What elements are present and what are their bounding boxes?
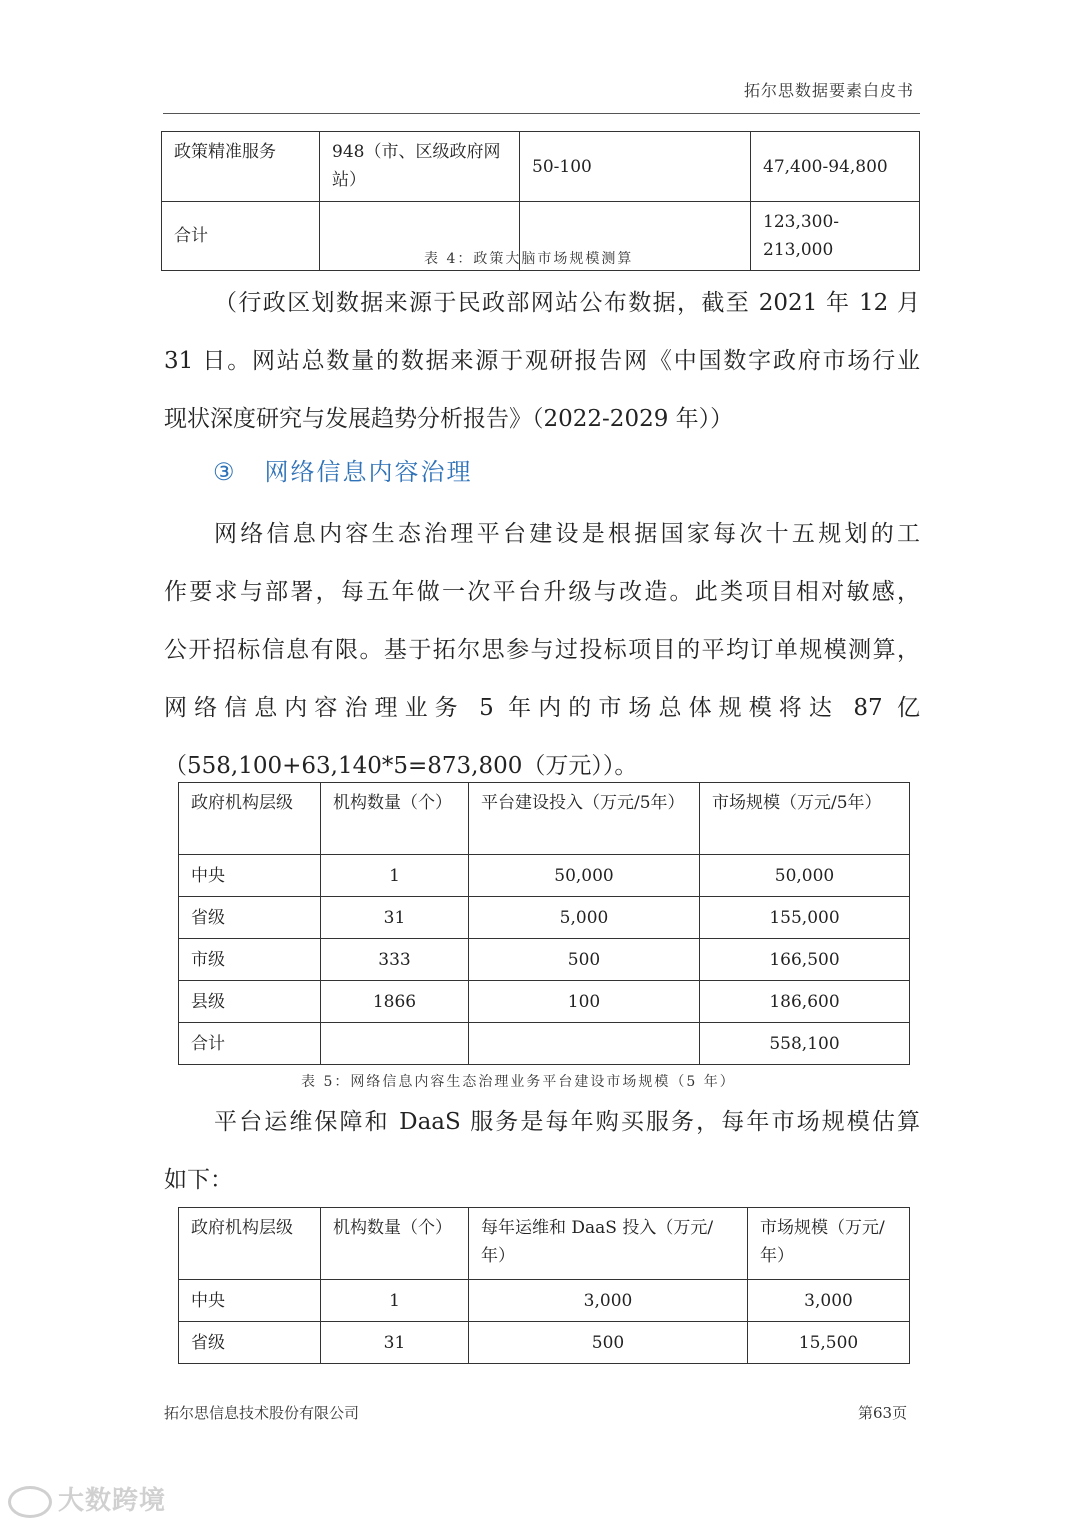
table-cell: 合计 xyxy=(162,202,320,271)
watermark xyxy=(8,1480,166,1518)
table-cell: 1 xyxy=(321,1280,469,1322)
paragraph-content-governance xyxy=(164,505,920,795)
table-cell: 中央 xyxy=(179,855,321,897)
table-header-cell: 政府机构层级 xyxy=(179,783,321,855)
table-cell: 100 xyxy=(469,981,700,1023)
table-cell: 3,000 xyxy=(469,1280,748,1322)
table-cell: 县级 xyxy=(179,981,321,1023)
table-5-caption: 表 5：网络信息内容生态治理业务平台建设市场规模（5 年） xyxy=(301,1074,736,1090)
table-cell: 3,000 xyxy=(748,1280,910,1322)
table-row xyxy=(179,981,910,1023)
paragraph-line: 网络信息内容生态治理平台建设是根据国家每次十五规划的工 xyxy=(214,521,920,547)
table-row xyxy=(162,132,920,202)
watermark-logo-icon xyxy=(8,1486,52,1518)
paragraph-line: 现状深度研究与发展趋势分析报告》（2022-2029 年）） xyxy=(164,406,734,432)
paragraph-line: 作要求与部署，每五年做一次平台升级与改造。此类项目相对敏感， xyxy=(164,579,920,605)
table-header-cell: 机构数量（个） xyxy=(321,783,469,855)
table-cell: 中央 xyxy=(179,1280,321,1322)
table-cell: 50-100 xyxy=(520,132,751,202)
table-4-caption: 表 4：政策大脑市场规模测算 xyxy=(424,251,634,267)
table-cell: 558,100 xyxy=(700,1023,910,1065)
section-heading xyxy=(213,452,473,487)
table-header-cell: 政府机构层级 xyxy=(179,1208,321,1280)
table-row xyxy=(179,855,910,897)
paragraph-daas xyxy=(164,1093,920,1209)
table-cell: 政策精准服务 xyxy=(162,132,320,202)
table-cell: 155,000 xyxy=(700,897,910,939)
table-cell: 500 xyxy=(469,939,700,981)
paragraph-line: 平台运维保障和 DaaS 服务是每年购买服务，每年市场规模估算 xyxy=(214,1109,920,1135)
table-cell: 123,300-213,000 xyxy=(751,202,920,271)
table-cell: 50,000 xyxy=(700,855,910,897)
paragraph-line: （558,100+63,140*5=873,800（万元））。 xyxy=(164,753,638,779)
table-cell: 31 xyxy=(321,897,469,939)
table-cell: 省级 xyxy=(179,897,321,939)
section-number: ③ xyxy=(213,458,237,486)
paragraph-line: （行政区划数据来源于民政部网站公布数据，截至 2021 年 12 月 xyxy=(214,290,920,316)
table-cell: 15,500 xyxy=(748,1322,910,1364)
table-row xyxy=(179,939,910,981)
watermark-text: 大数跨境 xyxy=(58,1486,167,1516)
header-title: 拓尔思数据要素白皮书 xyxy=(743,81,914,100)
table-cell xyxy=(469,1023,700,1065)
table-row xyxy=(179,1322,910,1364)
table-header-cell: 市场规模（万元/年） xyxy=(748,1208,910,1280)
table-cell: 5,000 xyxy=(469,897,700,939)
table-cell: 166,500 xyxy=(700,939,910,981)
table-cell: 948（市、区级政府网站） xyxy=(320,132,520,202)
table-cell: 合计 xyxy=(179,1023,321,1065)
table-header-cell: 市场规模（万元/5年） xyxy=(700,783,910,855)
table-6 xyxy=(178,1207,910,1364)
footer-company: 拓尔思信息技术股份有限公司 xyxy=(164,1404,360,1422)
footer-page-number: 第63页 xyxy=(858,1404,908,1422)
paragraph-line: 公开招标信息有限。基于拓尔思参与过投标项目的平均订单规模测算， xyxy=(164,637,920,663)
table-row xyxy=(179,1023,910,1065)
table-cell: 47,400-94,800 xyxy=(751,132,920,202)
table-row xyxy=(179,1280,910,1322)
paragraph-line: 31 日。网站总数量的数据来源于观研报告网《中国数字政府市场行业 xyxy=(164,348,920,374)
paragraph-line: 如下： xyxy=(164,1167,233,1193)
table-row xyxy=(179,897,910,939)
table-cell: 500 xyxy=(469,1322,748,1364)
table-header-cell: 平台建设投入（万元/5年） xyxy=(469,783,700,855)
table-cell: 333 xyxy=(321,939,469,981)
table-cell: 1866 xyxy=(321,981,469,1023)
table-header-cell: 每年运维和 DaaS 投入（万元/年） xyxy=(469,1208,748,1280)
table-cell: 1 xyxy=(321,855,469,897)
table-header-row xyxy=(179,1208,910,1280)
table-5 xyxy=(178,782,910,1065)
table-cell: 31 xyxy=(321,1322,469,1364)
paragraph-source-note xyxy=(164,274,920,448)
table-cell xyxy=(321,1023,469,1065)
table-cell: 省级 xyxy=(179,1322,321,1364)
paragraph-line: 网络信息内容治理业务 5 年内的市场总体规模将达 87 亿 xyxy=(164,695,920,721)
table-header-cell: 机构数量（个） xyxy=(321,1208,469,1280)
header-rule xyxy=(163,113,920,114)
table-header-row xyxy=(179,783,910,855)
table-cell: 市级 xyxy=(179,939,321,981)
table-cell: 50,000 xyxy=(469,855,700,897)
section-title: 网络信息内容治理 xyxy=(264,458,473,486)
table-cell: 186,600 xyxy=(700,981,910,1023)
